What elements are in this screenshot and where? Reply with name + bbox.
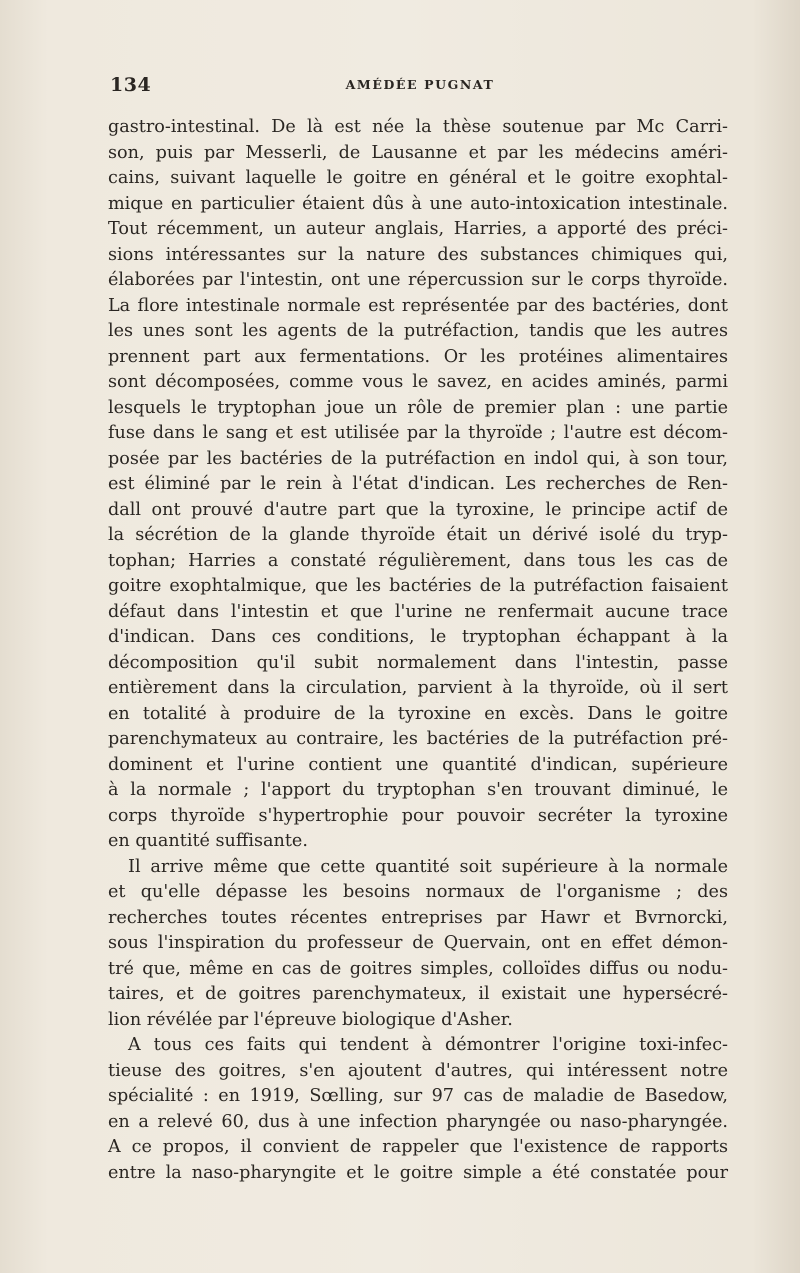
text-line: en a relevé 60, dus à une infection pharyngée ou naso-pharyngée. — [108, 1111, 728, 1132]
text-line: son, puis par Messerli, de Lausanne et par les médecins améri- — [108, 142, 728, 163]
text-line: décomposition qu'il subit normalement dans l'intestin, passe — [108, 652, 728, 673]
text-line: en totalité à produire de la tyroxine en excès. Dans le goitre — [108, 703, 728, 724]
text-line: sions intéressantes sur la nature des substances chimiques qui, — [108, 244, 728, 265]
text-line: dall ont prouvé d'autre part que la tyroxine, le principe actif de — [108, 499, 728, 520]
text-line: tieuse des goitres, s'en ajoutent d'autres, qui intéressent notre — [108, 1060, 728, 1081]
page-header — [110, 74, 730, 102]
text-line: lesquels le tryptophan joue un rôle de premier plan : une partie — [108, 397, 728, 418]
running-head: AMÉDÉE PUGNAT — [345, 77, 495, 92]
text-line: Il arrive même que cette quantité soit supérieure à la normale — [128, 856, 728, 877]
text-line: en quantité suffisante. — [108, 831, 308, 851]
text-line: sous l'inspiration du professeur de Quervain, ont en effet démon- — [108, 933, 728, 953]
text-line: La flore intestinale normale est représentée par des bactéries, dont — [108, 295, 728, 316]
text-line: sont décomposées, comme vous le savez, en acides aminés, parmi — [108, 372, 728, 392]
text-line: cains, suivant laquelle le goitre en général et le goitre exophtal- — [108, 168, 728, 188]
text-line: corps thyroïde s'hypertrophie pour pouvoir secréter la tyroxine — [108, 805, 728, 826]
text-line: Tout récemment, un auteur anglais, Harries, a apporté des préci- — [108, 219, 728, 239]
text-line: posée par les bactéries de la putréfaction en indol qui, à son tour, — [108, 448, 728, 469]
text-line: tophan; Harries a constaté régulièrement, dans tous les cas de — [108, 550, 728, 571]
text-line: la sécrétion de la glande thyroïde était un dérivé isolé du tryp- — [108, 525, 728, 545]
page-number: 134 — [110, 74, 152, 96]
text-line: A tous ces faits qui tendent à démontrer l'origine toxi-infec- — [128, 1035, 728, 1055]
text-line: fuse dans le sang et est utilisée par la thyroïde ; l'autre est décom- — [108, 423, 728, 443]
text-line: dominent et l'urine contient une quantité d'indican, supérieure — [108, 754, 728, 775]
text-line: recherches toutes récentes entreprises par Hawr et Bvrnorcki, — [108, 907, 728, 928]
text-line: à la normale ; l'apport du tryptophan s'en trouvant diminué, le — [108, 780, 728, 800]
text-line: est éliminé par le rein à l'état d'indican. Les recherches de Ren- — [108, 474, 728, 494]
text-line: lion révélée par l'épreuve biologique d'Asher. — [108, 1009, 513, 1030]
text-line: goitre exophtalmique, que les bactéries de la putréfaction faisaient — [108, 576, 728, 596]
text-line: entièrement dans la circulation, parvient à la thyroïde, où il sert — [108, 678, 728, 698]
text-line: d'indican. Dans ces conditions, le tryptophan échappant à la — [108, 627, 728, 647]
text-line: prennent part aux fermentations. Or les protéines alimentaires — [108, 346, 728, 367]
text-line: mique en particulier étaient dûs à une auto-intoxication intestinale. — [108, 193, 728, 214]
text-line: et qu'elle dépasse les besoins normaux de l'organisme ; des — [108, 882, 728, 902]
text-line: entre la naso-pharyngite et le goitre simple a été constatée pour — [108, 1162, 728, 1183]
text-line: taires, et de goitres parenchymateux, il existait une hypersécré- — [108, 984, 728, 1004]
body-text — [108, 115, 728, 1186]
text-line: élaborées par l'intestin, ont une répercussion sur le corps thyroïde. — [108, 270, 728, 290]
text-line: spécialité : en 1919, Sœlling, sur 97 cas de maladie de Basedow, — [108, 1086, 728, 1106]
text-line: les unes sont les agents de la putréfaction, tandis que les autres — [108, 321, 728, 341]
text-line: gastro-intestinal. De là est née la thèse soutenue par Mc Carri- — [108, 117, 728, 137]
text-line: tré que, même en cas de goitres simples, colloïdes diffus ou nodu- — [108, 958, 728, 979]
text-line: A ce propos, il convient de rappeler que l'existence de rapports — [108, 1137, 728, 1157]
text-line: parenchymateux au contraire, les bactéries de la putréfaction pré- — [108, 729, 728, 749]
text-line: défaut dans l'intestin et que l'urine ne renfermait aucune trace — [108, 601, 728, 622]
